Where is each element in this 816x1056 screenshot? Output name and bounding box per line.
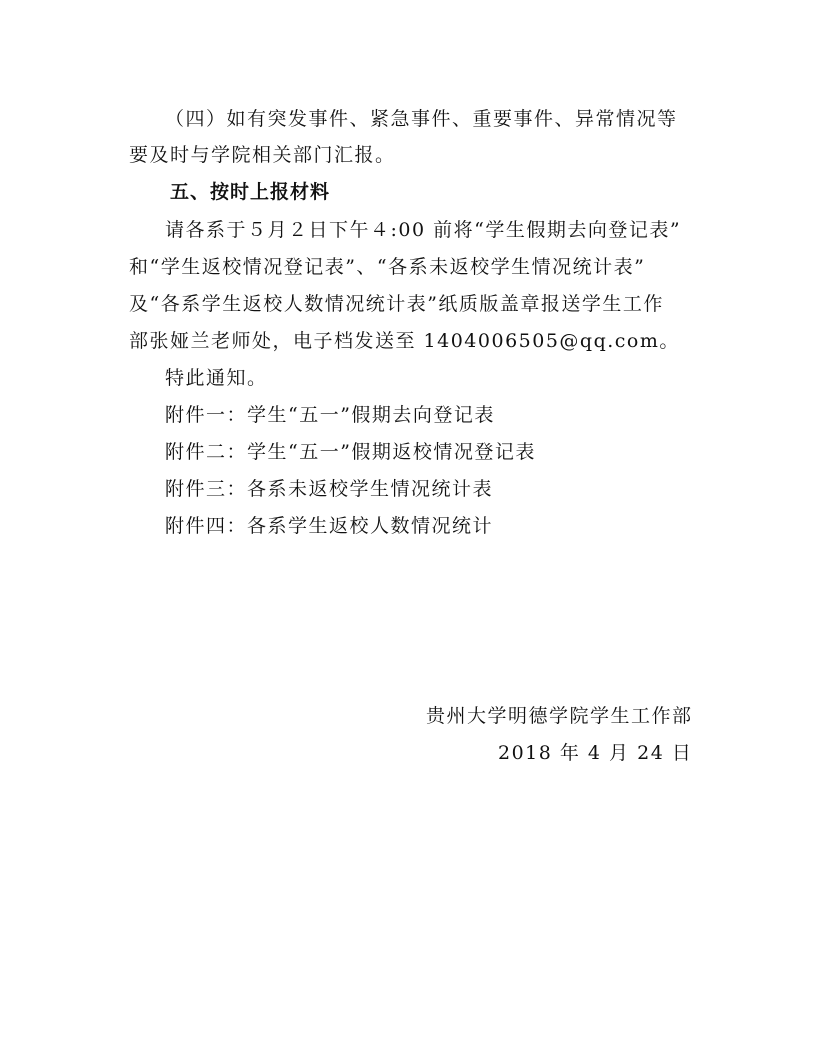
attachment-item: 附件三：各系未返校学生情况统计表 bbox=[165, 478, 494, 500]
attachment-item: 附件四：各系学生返校人数情况统计 bbox=[165, 515, 494, 537]
notice-text: 特此通知。 bbox=[165, 367, 268, 389]
attachment-item: 附件二：学生“五一”假期返校情况登记表 bbox=[165, 441, 536, 463]
section5-paragraph-line4: 部张娅兰老师处，电子档发送至 1404006505@qq.com。 bbox=[129, 330, 680, 352]
attachment-item: 附件一：学生“五一”假期去向登记表 bbox=[165, 404, 495, 426]
section5-paragraph-line1: 请各系于５月２日下午４:00 前将“学生假期去向登记表” bbox=[165, 219, 682, 241]
section4-line2: 要及时与学院相关部门汇报。 bbox=[129, 144, 396, 166]
section5-paragraph-line2: 和“学生返校情况登记表”、“各系未返校学生情况统计表” bbox=[129, 256, 646, 278]
section5-paragraph-line3: 及“各系学生返校人数情况统计表”纸质版盖章报送学生工作 bbox=[129, 293, 664, 315]
section5-heading: 五、按时上报材料 bbox=[170, 181, 331, 203]
signature-org: 贵州大学明德学院学生工作部 bbox=[426, 705, 693, 727]
section4-line1: （四）如有突发事件、紧急事件、重要事件、异常情况等 bbox=[165, 108, 678, 130]
signature-date: 2018 年 4 月 24 日 bbox=[498, 742, 693, 764]
